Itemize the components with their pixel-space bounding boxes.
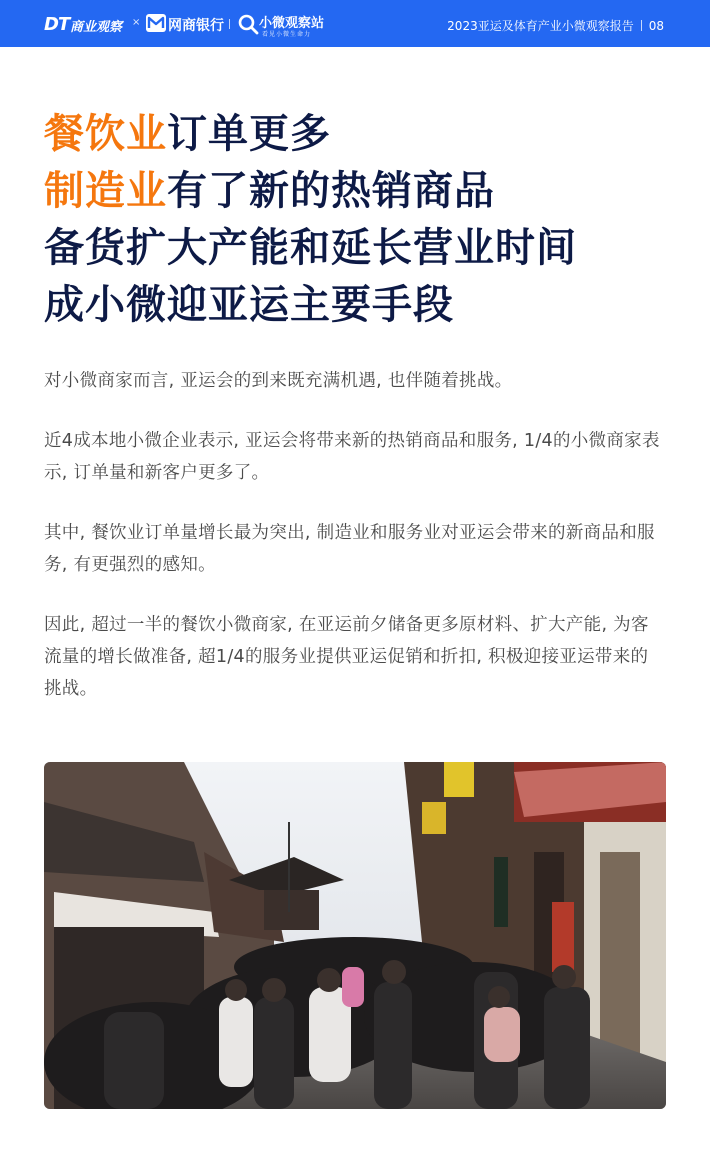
station-logo-subtext: 看见小微生命力 [262, 31, 312, 38]
dt-logo-text: 商业观察 [70, 20, 123, 35]
paragraph-2: 近4成本地小微企业表示, 亚运会将带来新的热销商品和服务, 1/4的小微商家表示, 订单量和新客户更多了。 [44, 431, 660, 483]
headline-line-1 [44, 106, 664, 163]
magnifier-logo-icon [237, 13, 259, 35]
report-title-group [447, 17, 664, 34]
street-crowd-photo [44, 762, 666, 1109]
top-header-bar [0, 0, 710, 47]
street-photo-illustration [44, 762, 666, 1109]
mybank-logo-icon [146, 14, 166, 32]
station-logo-text: 小微观察站 [259, 16, 325, 31]
mybank-logo-text: 网商银行 [168, 18, 224, 34]
paragraph-3: 其中, 餐饮业订单量增长最为突出, 制造业和服务业对亚运会带来的新商品和服务, 有更强烈的感知。 [44, 523, 655, 575]
headline-text-2: 有了新的热销商品 [167, 168, 495, 214]
headline-highlight-1: 餐饮业 [44, 111, 167, 157]
paragraph-1: 对小微商家而言, 亚运会的到来既充满机遇, 也伴随着挑战。 [44, 371, 513, 391]
headline [44, 106, 664, 334]
headline-line-4: 成小微迎亚运主要手段 [44, 282, 454, 328]
brand-separator: × [132, 17, 141, 28]
brand-divider [229, 19, 230, 29]
headline-text-1: 订单更多 [167, 111, 331, 157]
title-divider [641, 20, 642, 31]
dt-logo: DT [44, 14, 70, 35]
paragraph-4: 因此, 超过一半的餐饮小微商家, 在亚运前夕储备更多原材料、扩大产能, 为客流量的增长做准备, 超1/4的服务业提供亚运促销和折扣, 积极迎接亚运带来的挑战。 [44, 615, 649, 699]
headline-line-3: 备货扩大产能和延长营业时间 [44, 225, 577, 271]
page-number: 08 [648, 18, 664, 33]
headline-line-2 [44, 163, 664, 220]
headline-highlight-2: 制造业 [44, 168, 167, 214]
report-title: 2023亚运及体育产业小微观察报告 [447, 19, 634, 33]
article-body [44, 365, 666, 733]
